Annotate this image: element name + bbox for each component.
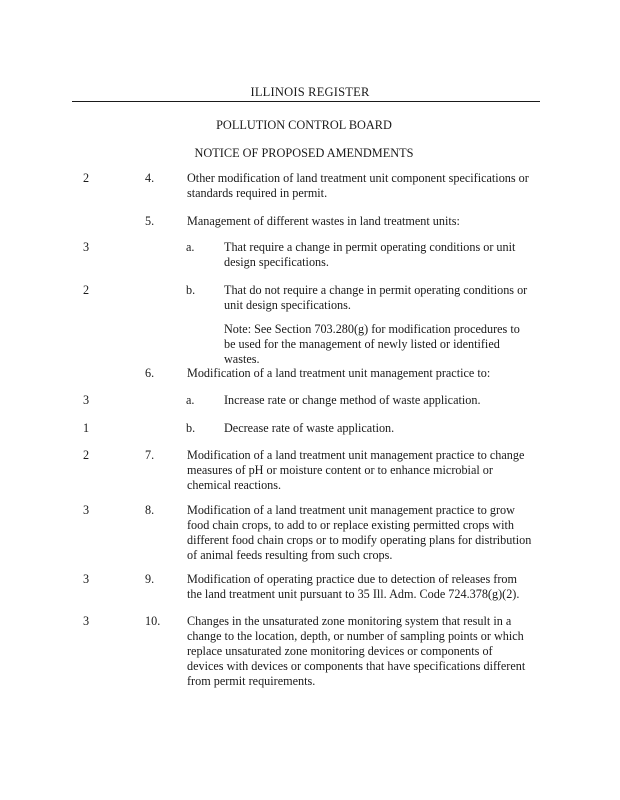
item-number: 4.	[145, 171, 155, 185]
item-text: Modification of operating practice due to detection of releases from the land treatment unit pursuant to 35 Ill. Adm. Code 724.378(g)(2).	[187, 572, 520, 601]
item-number: 6.	[145, 366, 155, 380]
register-title: ILLINOIS REGISTER	[250, 85, 370, 99]
item-text: Changes in the unsaturated zone monitoring system that result in a change to the location, depth, or number of sampling points or which replace unsaturated zone monitoring devices or components of devices with devices or components that have specifications different from permit requirements.	[187, 614, 526, 688]
item-text: Increase rate or change method of waste application.	[224, 393, 481, 407]
class-number: 3	[83, 572, 90, 586]
sub-item-letter: b.	[186, 421, 196, 435]
item-text: That do not require a change in permit operating conditions or unit design specifications.	[224, 283, 528, 312]
item-text: That require a change in permit operating conditions or unit design specifications.	[224, 240, 516, 269]
class-number: 3	[83, 393, 90, 407]
item-text: Decrease rate of waste application.	[224, 421, 395, 435]
item-number: 10.	[145, 614, 161, 628]
item-number: 8.	[145, 503, 155, 517]
header-rule	[72, 101, 540, 102]
item-text: Modification of a land treatment unit management practice to change measures of pH or moisture content or to enhance microbial or chemical reactions.	[187, 448, 525, 492]
item-text: Management of different wastes in land treatment units:	[187, 214, 460, 228]
sub-item-letter: a.	[186, 393, 195, 407]
sub-item-letter: a.	[186, 240, 195, 254]
class-number: 3	[83, 503, 90, 517]
class-number: 3	[83, 240, 90, 254]
item-number: 9.	[145, 572, 155, 586]
note-text: Note: See Section 703.280(g) for modification procedures to be used for the management of newly listed or identified wastes.	[224, 322, 520, 366]
class-number: 2	[83, 448, 90, 462]
item-number: 7.	[145, 448, 155, 462]
sub-item-letter: b.	[186, 283, 196, 297]
class-number: 2	[83, 171, 90, 185]
item-number: 5.	[145, 214, 155, 228]
agency-title: POLLUTION CONTROL BOARD	[216, 118, 392, 132]
class-number: 2	[83, 283, 90, 297]
item-text: Other modification of land treatment unit component specifications or standards required in permit.	[187, 171, 529, 200]
item-text: Modification of a land treatment unit management practice to:	[187, 366, 491, 380]
item-text: Modification of a land treatment unit management practice to grow food chain crops, to add to or replace existing permitted crops with different food chain crops or to modify operating plans for distribution of animal feeds resulting from such crops.	[187, 503, 532, 562]
class-number: 3	[83, 614, 90, 628]
class-number: 1	[83, 421, 90, 435]
notice-title: NOTICE OF PROPOSED AMENDMENTS	[194, 146, 414, 160]
